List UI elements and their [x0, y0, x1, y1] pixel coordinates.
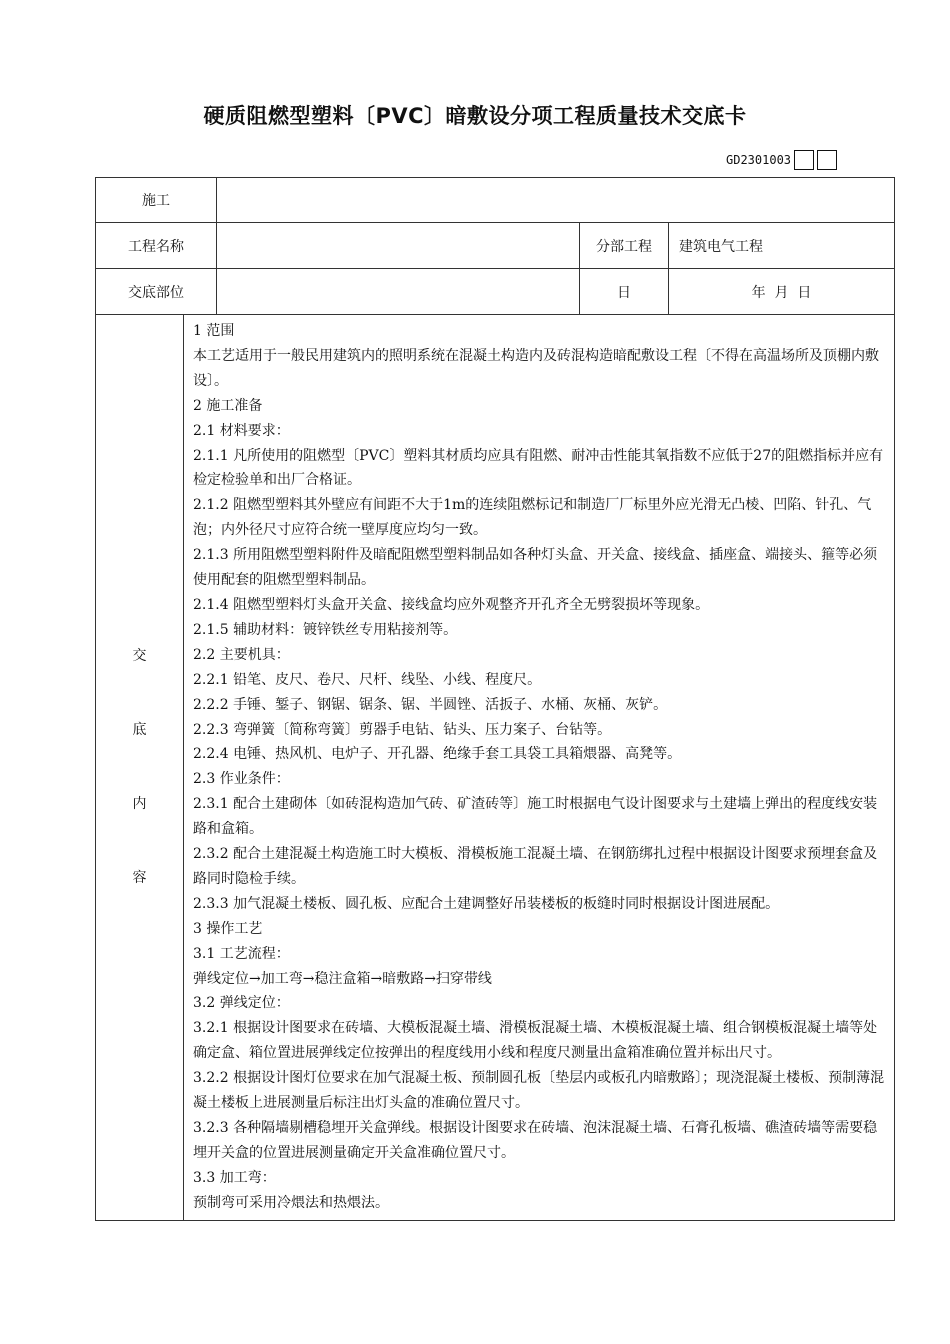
label-disclosure-part: 交底部位 [96, 269, 217, 315]
content-line: 3 操作工艺 [193, 920, 263, 937]
value-date: 年 月 日 [669, 269, 895, 315]
code-box-2 [817, 150, 837, 170]
label-sub-project: 分部工程 [580, 223, 669, 269]
table-row [96, 223, 895, 269]
content-line: 2.1.4 阻燃型塑料灯头盒开关盒、接线盒均应外观整齐开孔齐全无劈裂损坏等现象。 [193, 596, 710, 613]
content-line: 3.2.2 根据设计图灯位要求在加气混凝土板、预制圆孔板〔垫层内或板孔内暗敷路〕；现浇混凝土楼板、预制薄混凝土楼板上进展测量后标注出灯头盒的准确位置尺寸。 [193, 1070, 885, 1112]
row-value-construction [217, 178, 895, 223]
content-line: 预制弯可采用冷煨法和热煨法。 [193, 1194, 389, 1211]
value-sub-project: 建筑电气工程 [669, 223, 895, 269]
side-char: 内 [132, 796, 147, 813]
content-line: 2.2.2 手锤、錾子、钢锯、锯条、锯、半圆锉、活扳子、水桶、灰桶、灰铲。 [193, 696, 668, 713]
content-line: 3.3 加工弯： [193, 1169, 276, 1186]
content-line: 2.3.3 加气混凝土楼板、圆孔板、应配合土建调整好吊装楼板的板缝时同时根据设计图进展配。 [193, 895, 780, 912]
content-line: 1 范围 [193, 323, 235, 339]
side-label [96, 315, 184, 1221]
content-line: 2.3.1 配合土建砌体〔如砖混构造加气砖、矿渣砖等〕施工时根据电气设计图要求与土建墙上弹出的程度线安装路和盒箱。 [193, 796, 878, 838]
content-line: 2.1.3 所用阻燃型塑料附件及暗配阻燃型塑料制品如各种灯头盒、开关盒、接线盒、插座盒、端接头、箍等必须使用配套的阻燃型塑料制品。 [193, 547, 878, 589]
disclosure-table [95, 177, 895, 1221]
table-row-content [96, 315, 895, 1221]
content-line: 2.2.1 铅笔、皮尺、卷尺、尺杆、线坠、小线、程度尺。 [193, 671, 542, 688]
content-line: 2.1.1 凡所使用的阻燃型〔PVC〕塑料其材质均应具有阻燃、耐冲击性能其氧指数不应低于27的阻燃指标并应有检定检验单和出厂合格证。 [193, 447, 884, 489]
content-line: 2.3.2 配合土建混凝土构造施工时大模板、滑模板施工混凝土墙、在钢筋绑扎过程中根据设计图要求预埋套盒及路同时隐检手续。 [193, 846, 878, 887]
value-disclosure-part [217, 269, 580, 315]
content-line: 3.1 工艺流程： [193, 945, 290, 962]
code-box-1 [794, 150, 814, 170]
page-title: 硬质阻燃型塑料〔PVC〕暗敷设分项工程质量技术交底卡 [203, 104, 747, 128]
doc-code-row [726, 148, 837, 172]
content-line: 3.2.1 根据设计图要求在砖墙、大模板混凝土墙、滑模板混凝土墙、木模板混凝土墙、组合钢模板混凝土墙等处确定盒、箱位置进展弹线定位按弹出的程度线用小线和程度尺测量出盒箱准确位置并标出尺寸。 [193, 1020, 878, 1062]
content-line: 2.1 材料要求： [193, 422, 290, 439]
content-line: 2.1.2 阻燃型塑料其外壁应有间距不大于1m的连续阻燃标记和制造厂厂标里外应光滑无凸棱、凹陷、针孔、气泡；内外径尺寸应符合统一壁厚度应均匀一致。 [193, 497, 872, 539]
side-char: 底 [132, 722, 147, 739]
content-line: 3.2 弹线定位： [193, 995, 290, 1012]
content-line: 2.1.5 辅助材料：镀锌铁丝专用粘接剂等。 [193, 621, 458, 638]
disclosure-content [184, 315, 895, 1221]
row-label-construction: 施工 [96, 178, 217, 223]
side-char: 容 [132, 870, 147, 887]
content-line: 3.2.3 各种隔墙剔槽稳埋开关盒弹线。根据设计图要求在砖墙、泡沫混凝土墙、石膏孔板墙、礁渣砖墙等需要稳埋开关盒的位置进展测量确定开关盒准确位置尺寸。 [193, 1120, 878, 1161]
side-char: 交 [132, 648, 147, 665]
content-line: 弹线定位→加工弯→稳注盒箱→暗敷路→扫穿带线 [193, 970, 492, 987]
content-line: 2.2.3 弯弹簧〔简称弯簧〕剪器手电钻、钻头、压力案子、台钻等。 [193, 721, 612, 738]
label-project-name: 工程名称 [96, 223, 217, 269]
table-row [96, 269, 895, 315]
table-row [96, 178, 895, 223]
content-line: 本工艺适用于一般民用建筑内的照明系统在混凝土构造内及砖混构造暗配敷设工程〔不得在高温场所及顶棚内敷设〕。 [193, 347, 879, 389]
content-line: 2 施工准备 [193, 397, 263, 414]
doc-code: GD2301003 [726, 153, 792, 167]
value-project-name [217, 223, 580, 269]
content-line: 2.3 作业条件： [193, 771, 290, 788]
label-date: 日 [580, 269, 669, 315]
content-line: 2.2.4 电锤、热风机、电炉子、开孔器、绝缘手套工具袋工具箱煨器、高凳等。 [193, 746, 682, 763]
content-line: 2.2 主要机具： [193, 646, 290, 663]
